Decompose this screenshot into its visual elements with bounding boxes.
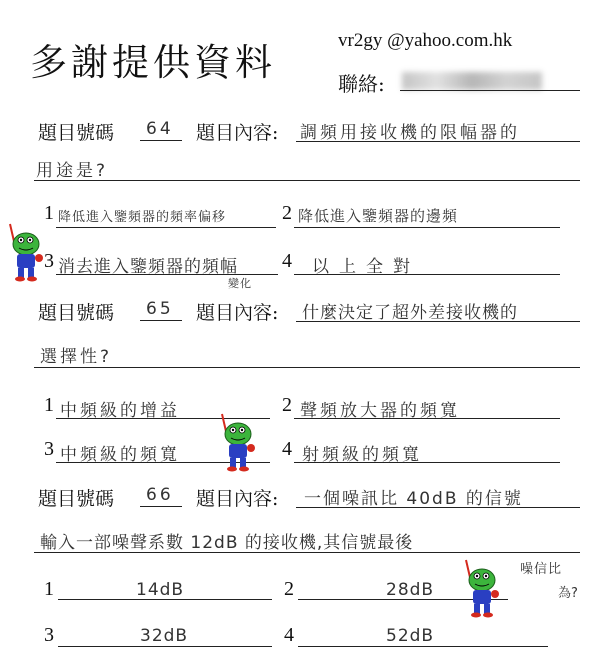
q66-option1-number: 1 xyxy=(44,578,54,600)
q65-option4-text: 射頻級的頻寬 xyxy=(302,445,422,465)
q66-number-label: 題目號碼 xyxy=(38,488,115,510)
q64-content-label: 題目內容: xyxy=(196,122,279,144)
q66-content-label: 題目內容: xyxy=(196,488,279,510)
q66-number: 66 xyxy=(146,485,174,505)
q66-option4-number: 4 xyxy=(284,624,294,646)
q65-option1-number: 1 xyxy=(44,394,54,416)
q65-option3-number: 3 xyxy=(44,438,54,460)
q66-option2-number: 2 xyxy=(284,578,294,600)
q64-option1-number: 1 xyxy=(44,202,54,224)
q66-option1-text: 14dB xyxy=(136,580,185,600)
page-title: 多謝提供資料 xyxy=(30,41,276,84)
q64-option2-number: 2 xyxy=(282,202,292,224)
q66-option4-text: 52dB xyxy=(386,626,435,646)
q66-option2-text: 28dB xyxy=(386,580,435,600)
q65-number-label: 題目號碼 xyxy=(38,302,115,324)
redacted-contact xyxy=(402,72,542,90)
frog-mascot-icon xyxy=(458,558,502,618)
q64-number-label: 題目號碼 xyxy=(38,122,115,144)
q64-number: 64 xyxy=(146,119,174,139)
q64-content-line2: 用途是? xyxy=(36,161,109,181)
q65-content-label: 題目內容: xyxy=(196,302,279,324)
q64-option2-text: 降低進入鑒頻器的邊頻 xyxy=(298,207,459,225)
q64-option4-number: 4 xyxy=(282,250,292,272)
q64-option4-text: 以上全對 xyxy=(312,257,420,277)
q66-option3-text: 32dB xyxy=(140,626,189,646)
q64-option3-note: 變化 xyxy=(228,277,252,290)
frog-mascot-icon xyxy=(214,412,258,472)
q65-option3-text: 中頻級的頻寬 xyxy=(60,445,180,465)
email-address: vr2gy @yahoo.com.hk xyxy=(338,30,513,51)
q65-option1-text: 中頻級的增益 xyxy=(60,401,180,421)
q66-option3-number: 3 xyxy=(44,624,54,646)
q66-content-line2: 輸入一部噪聲系數 12dB 的接收機,其信號最後 xyxy=(40,533,414,553)
q65-content-line2: 選擇性? xyxy=(40,347,113,367)
q64-content-line1: 調頻用接收機的限幅器的 xyxy=(300,123,520,143)
q65-option4-number: 4 xyxy=(282,438,292,460)
q65-content-line1: 什麼決定了超外差接收機的 xyxy=(302,303,518,323)
q65-option2-number: 2 xyxy=(282,394,292,416)
q64-option3-number: 3 xyxy=(44,250,54,272)
q66-side-note-line2: 為? xyxy=(558,586,578,601)
contact-underline xyxy=(400,90,580,91)
q65-number: 65 xyxy=(146,299,174,319)
contact-label: 聯絡: xyxy=(338,72,385,96)
frog-mascot-icon xyxy=(2,222,46,282)
q66-content-line1: 一個噪訊比 40dB 的信號 xyxy=(304,489,523,509)
q65-option2-text: 聲頻放大器的頻寬 xyxy=(300,401,460,421)
q64-option1-text: 降低進入鑒頻器的頻率偏移 xyxy=(58,210,227,225)
q66-side-note-line1: 噪信比 xyxy=(520,562,563,577)
q64-option3-text: 消去進入鑒頻器的頻幅 xyxy=(58,257,238,277)
